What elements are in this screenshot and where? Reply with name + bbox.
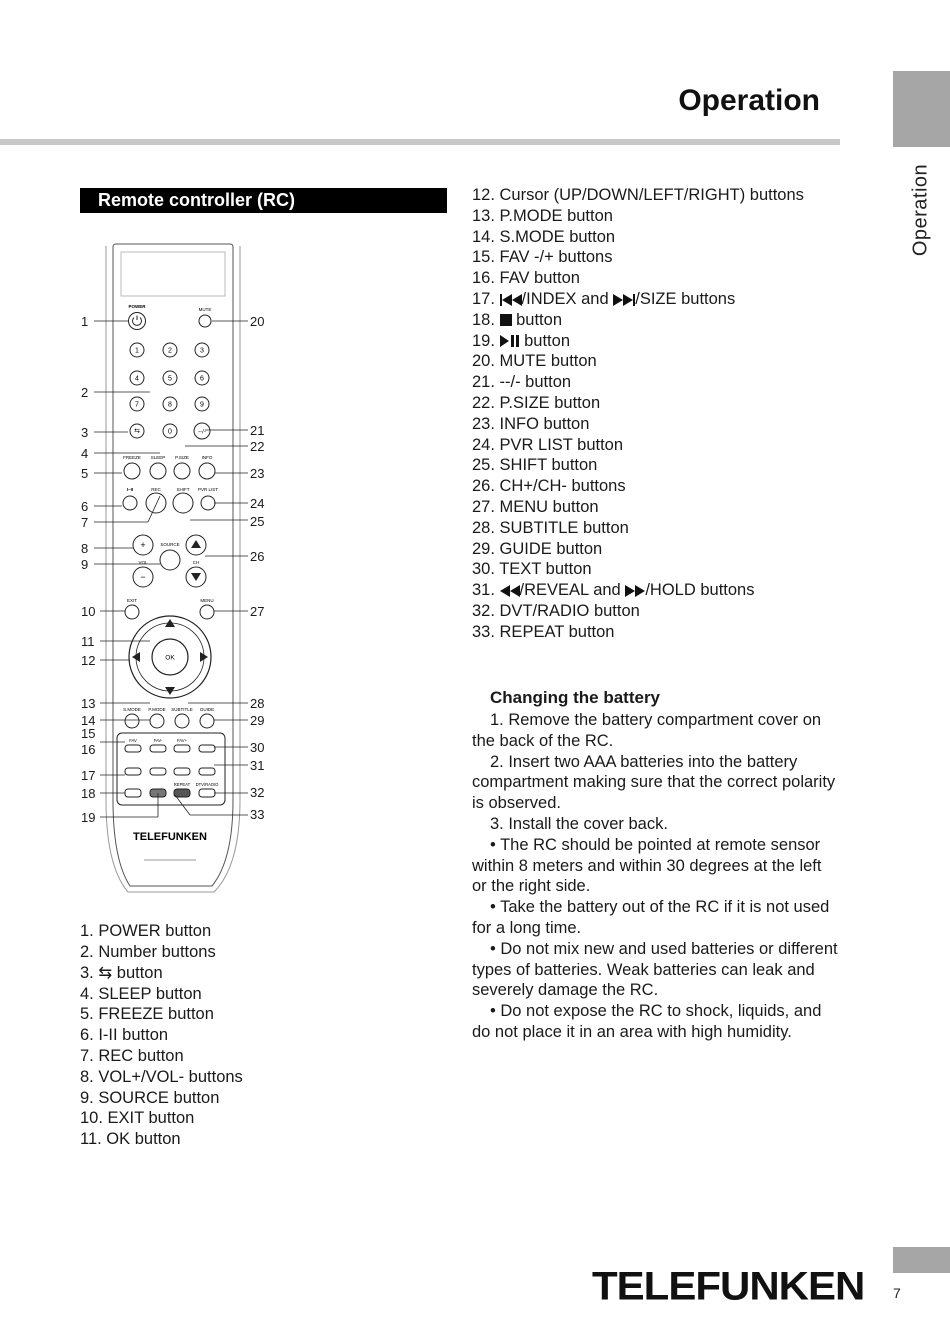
button-list-left (80, 921, 243, 1150)
svg-text:7: 7 (81, 515, 89, 530)
svg-text:14: 14 (81, 713, 96, 728)
sleep-label: SLEEP (150, 455, 166, 460)
pvr-label: PVR LIST (197, 487, 219, 492)
smode-label: S.MODE (123, 707, 141, 712)
svg-text:7: 7 (135, 401, 139, 409)
svg-text:33: 33 (250, 807, 265, 822)
section-heading-remote: Remote controller (RC) (80, 188, 447, 213)
svg-text:1: 1 (135, 347, 139, 355)
battery-instructions (472, 710, 838, 1043)
stop-icon (500, 314, 512, 326)
svg-text:30: 30 (250, 740, 265, 755)
rewind-icon (500, 585, 520, 597)
svg-text:23: 23 (250, 466, 265, 481)
list-item: 1. POWER button (80, 922, 212, 940)
svg-text:−: − (140, 572, 146, 582)
swap-icon: ⇆ (98, 963, 113, 982)
list-item: 3. ⇆ button (80, 963, 163, 982)
svg-text:3: 3 (200, 347, 204, 355)
svg-text:9: 9 (81, 557, 89, 572)
svg-text:28: 28 (250, 696, 265, 711)
list-item: 25. SHIFT button (472, 456, 598, 475)
list-item: 12. Cursor (UP/DOWN/LEFT/RIGHT) buttons (472, 186, 804, 204)
svg-text:+: + (140, 540, 146, 550)
list-item: 9. SOURCE button (80, 1088, 220, 1107)
guide-label: GUIDE (199, 707, 215, 712)
skip-forward-icon (613, 294, 635, 306)
svg-text:2: 2 (168, 347, 172, 355)
list-item: 32. DVT/RADIO button (472, 601, 640, 620)
callout-overlay (0, 0, 300, 900)
list-item: 26. CH+/CH- buttons (472, 477, 626, 496)
svg-text:1: 1 (81, 314, 89, 329)
page-number: 7 (893, 1285, 901, 1301)
list-item: 19. button (472, 331, 570, 350)
favplus-label: FAV+ (176, 738, 188, 743)
svg-text:5: 5 (81, 466, 89, 481)
pmode-label: P.MODE (148, 707, 166, 712)
svg-text:32: 32 (250, 785, 265, 800)
power-label: POWER (128, 304, 146, 309)
svg-text:10: 10 (81, 604, 96, 619)
svg-text:5: 5 (168, 375, 172, 383)
battery-paragraph: • Do not mix new and used batteries or different types of batteries. Weak batteries can leak and severely damage the RC. (472, 939, 838, 1000)
svg-text:18: 18 (81, 786, 96, 801)
shift-label: SHIFT (176, 487, 190, 492)
battery-paragraph: • Do not expose the RC to shock, liquids, and do not place it in an area with high humidity. (472, 1002, 822, 1041)
list-item: 28. SUBTITLE button (472, 518, 629, 537)
battery-paragraph: • The RC should be pointed at remote sensor within 8 meters and within 30 degrees at the left or the right side. (472, 835, 822, 896)
battery-paragraph: 1. Remove the battery compartment cover on the back of the RC. (472, 711, 822, 750)
list-item: 13. P.MODE button (472, 206, 613, 225)
fav-label: FAV (129, 738, 137, 743)
list-item: 27. MENU button (472, 497, 599, 516)
list-item: 24. PVR LIST button (472, 435, 624, 454)
svg-text:12: 12 (81, 653, 96, 668)
svg-text:17: 17 (81, 768, 96, 783)
list-item: 17. /INDEX and /SIZE buttons (472, 289, 736, 308)
list-item: 29. GUIDE button (472, 539, 603, 558)
mute-label: MUTE (198, 307, 212, 312)
list-item: 14. S.MODE button (472, 227, 616, 246)
svg-text:4: 4 (135, 375, 139, 383)
play-pause-icon (500, 335, 520, 347)
svg-text:21: 21 (250, 423, 265, 438)
svg-text:8: 8 (81, 541, 89, 556)
svg-text:3: 3 (81, 425, 89, 440)
list-item: 2. Number buttons (80, 942, 216, 961)
list-item: 4. SLEEP button (80, 984, 202, 1003)
list-item: 22. P.SIZE button (472, 393, 601, 412)
svg-text:4: 4 (81, 446, 89, 461)
svg-text:13: 13 (81, 696, 96, 711)
svg-text:27: 27 (250, 604, 265, 619)
svg-text:2: 2 (81, 385, 89, 400)
dash-label: --/- (198, 429, 206, 436)
page-tab-marker (893, 1247, 950, 1273)
svg-text:22: 22 (250, 439, 265, 454)
svg-text:20: 20 (250, 314, 265, 329)
svg-text:15: 15 (81, 726, 96, 741)
svg-text:24: 24 (250, 496, 265, 511)
button-list-right (472, 185, 804, 643)
callout-numbers-left (81, 314, 95, 825)
side-tab-marker (893, 71, 950, 147)
brand-logo: TELEFUNKEN (592, 1263, 865, 1308)
svg-text:8: 8 (168, 401, 172, 409)
list-item: 8. VOL+/VOL- buttons (80, 1067, 243, 1086)
side-section-label: Operation (909, 163, 932, 257)
subtitle-label: SUBTITLE (171, 707, 193, 712)
svg-text:16: 16 (81, 742, 96, 757)
list-item: 15. FAV -/+ buttons (472, 248, 613, 267)
list-item: 31. /REVEAL and /HOLD buttons (472, 581, 755, 600)
list-item: 33. REPEAT button (472, 622, 615, 641)
remote-brand: TELEFUNKEN (133, 831, 207, 843)
svg-text:31: 31 (250, 758, 265, 773)
ok-label: OK (165, 654, 175, 662)
psize-label: P.SIZE (175, 455, 189, 460)
favminus-label: FAV- (153, 738, 163, 743)
info-label: INFO (201, 455, 213, 460)
list-item: 20. MUTE button (472, 352, 597, 371)
svg-text:6: 6 (81, 499, 89, 514)
svg-text:26: 26 (250, 549, 265, 564)
svg-text:0: 0 (168, 428, 172, 436)
list-item: 21. --/- button (472, 373, 572, 392)
rec-label: REC (151, 487, 161, 492)
list-item: 6. I-II button (80, 1026, 169, 1045)
list-item: 23. INFO button (472, 414, 590, 433)
svg-text:11: 11 (81, 634, 95, 649)
svg-text:⇆: ⇆ (134, 428, 140, 435)
list-item: 11. OK button (80, 1130, 181, 1149)
battery-heading: Changing the battery (490, 688, 661, 707)
list-item: 5. FREEZE button (80, 1005, 214, 1024)
source-label: SOURCE (160, 542, 180, 547)
battery-paragraph: 3. Install the cover back. (490, 814, 668, 833)
list-item: 7. REC button (80, 1047, 184, 1066)
svg-text:29: 29 (250, 713, 265, 728)
page-title: Operation (678, 84, 820, 117)
svg-text:19: 19 (81, 810, 96, 825)
list-item: 10. EXIT button (80, 1109, 195, 1128)
battery-paragraph: • Take the battery out of the RC if it is not used for a long time. (472, 898, 830, 937)
exit-label: EXIT (126, 598, 138, 603)
battery-paragraph: 2. Insert two AAA batteries into the battery compartment making sure that the correct polarity is observed. (472, 752, 836, 813)
repeat-label: REPEAT (173, 782, 191, 787)
svg-text:25: 25 (250, 514, 265, 529)
skip-back-icon (500, 294, 522, 306)
i-ii-label: I–II (126, 487, 134, 492)
list-item: 30. TEXT button (472, 560, 592, 579)
fast-forward-icon (625, 585, 645, 597)
list-item: 16. FAV button (472, 269, 580, 288)
vol-label: VOL (138, 560, 148, 565)
menu-label: MENU (200, 598, 214, 603)
freeze-label: FREEZE (123, 455, 141, 460)
svg-text:6: 6 (200, 375, 204, 383)
svg-text:9: 9 (200, 401, 204, 409)
dtv-label: DTV/RADIO (195, 782, 219, 787)
callout-numbers-right (250, 314, 264, 822)
list-item: 18. button (472, 310, 562, 329)
ch-label: CH (192, 560, 200, 565)
